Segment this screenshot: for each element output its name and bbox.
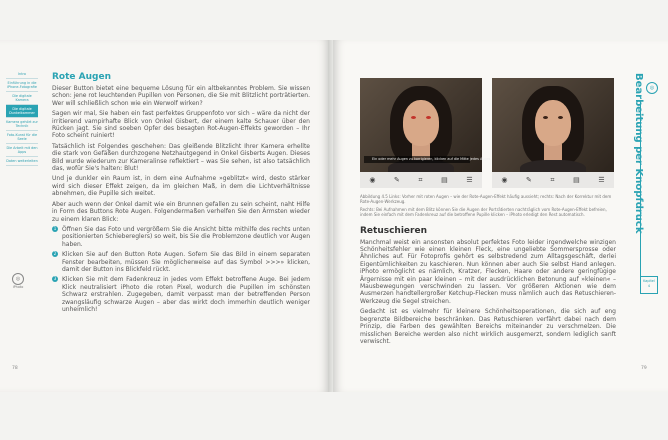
eye-right <box>558 116 563 119</box>
eye-icon[interactable]: ◉ <box>501 176 508 184</box>
photo-before-red-eye <box>360 78 492 188</box>
sidebar-item-daten: Daten weiterleiten <box>6 157 38 166</box>
adjust-icon[interactable]: ☰ <box>598 176 605 184</box>
effects-icon[interactable]: ▤ <box>573 176 580 184</box>
iphoto-icon: ◎ <box>12 273 24 285</box>
step-item <box>52 226 310 248</box>
sidebar-item-dunkelkammer: Die digitale Dunkelkammer <box>6 105 38 118</box>
page-bottom-edge <box>0 392 668 440</box>
brush-icon[interactable]: ✎ <box>394 176 400 184</box>
eye-left <box>543 116 548 119</box>
vertical-chapter-title: Bearbeitung per Knopfdruck <box>633 73 644 234</box>
chapter-label: Kapitel <box>643 279 655 283</box>
chapter-number: 4 <box>647 284 651 288</box>
photo-hint-caption: Ein oder mehr Augen zu korrigieren, klicken auf die Mitte jedes Auges. <box>364 156 470 163</box>
step-text: Klicken Sie mit dem Fadenkreuz in jedes vom Effekt betroffene Auge. Bei jedem Klick neutralisiert iPhoto die roten Pixel, wodurch die Pupillen im schönsten Schwarz erstrahlen. Zugegeben, damit verpasst man der betreffenden Person zwangsläufig schwarze Augen – aber das wirkt doch immerhin deutlich weniger unheimlich! <box>62 276 310 313</box>
paragraph: Dieser Button bietet eine bequeme Lösung für ein altbekanntes Problem. Sie wissen schon: jene rot leuchtenden Pupillen von Personen, die Sie mit Blitzlicht porträtierten. Wer will schließlich schon wie ein Werwolf wirken? <box>52 85 310 107</box>
step-text: Öffnen Sie das Foto und vergrößern Sie die Ansicht bitte mithilfe des rechts unten positionierten Schiebereglers) so weit, bis Sie die Problemzone deutlich vor Augen haben. <box>62 225 310 248</box>
step-item <box>52 276 310 313</box>
sidebar-item-foto-kunst: Foto-Kunst für die Seele <box>6 131 38 144</box>
portrait-face <box>403 100 439 146</box>
sidebar-item-apps: Die Arbeit mit den Apps <box>6 144 38 157</box>
page-number-left: 78 <box>12 366 18 371</box>
camera-icon: ◎ <box>646 82 658 94</box>
chapter-sidebar <box>6 70 38 166</box>
step-text: Klicken Sie auf den Button Rote Augen. Sofern Sie das Bild in einem separaten Fenster bearbeiten, müssen Sie möglicherweise auf das Symbol >>>» klicken, damit der Button ins Blickfeld rückt. <box>62 251 310 273</box>
step-number: 1 <box>53 225 57 231</box>
portrait-face <box>535 100 571 146</box>
paragraph: Gedacht ist es vielmehr für kleinere Schönheitsoperationen, die sich auf eng begrenzte Bildbereiche beschränken. Das Retuschieren verfährt dabei nach dem Prinzip, die Farben des gewählten Bereichs miteinander zu verschmelzen. Die misslichen Bereiche werden also nicht wirklich ausgemerzt, sondern lediglich sanft verwischt. <box>360 308 616 345</box>
right-page-body <box>360 194 616 348</box>
effects-icon[interactable]: ▤ <box>441 176 448 184</box>
sidebar-item-technik: Kamera gehört zur Technik <box>6 118 38 131</box>
left-page-body <box>52 72 310 316</box>
section-heading-retuschieren: Retuschieren <box>360 225 427 236</box>
red-eye-right <box>426 116 431 119</box>
paragraph: Aber auch wenn der Onkel damit wie ein Brunnen gefallen zu sein scheint, naht Hilfe in Form des Buttons Rote Augen. Folgendermaßen verhelfen Sie den Ärmsten wieder zu einem klaren Blick: <box>52 200 310 223</box>
right-page <box>333 40 668 392</box>
page-number-right: 79 <box>641 366 647 371</box>
iphoto-toolbar <box>492 172 614 188</box>
section-heading-rote-augen: Rote Augen <box>52 72 111 82</box>
sidebar-item-kamera: Die digitale Kamera <box>6 92 38 105</box>
eye-icon[interactable]: ◉ <box>369 176 376 184</box>
sidebar-item-einfuehrung: Einführung in die iPhone-Fotografie <box>6 79 38 92</box>
step-number: 2 <box>53 251 57 257</box>
paragraph: Und je dunkler ein Raum ist, in dem eine Aufnahme »geblitzt« wird, desto stärker wird sich dieser Effekt zeigen, da im gleichen Maß, in dem die Lichtverhältnisse abnehmen, die Pupille sich weitet. <box>52 175 310 198</box>
paragraph: Tatsächlich ist Folgendes geschehen: Das gleißende Blitzlicht Ihrer Kamera erhellte die stark von Gefäßen durchzogene Netzhautgegend in Onkel Gisberts Augen. Dieses Bild wurde wiederum zur Kameralinse reflektiert – was Sie sehen, ist also tatsächlich das, wofür Sie's halten: Blut! <box>52 142 310 173</box>
adjust-icon[interactable]: ☰ <box>466 176 473 184</box>
brush-icon[interactable]: ✎ <box>526 176 532 184</box>
paragraph: Sagen wir mal, Sie haben ein fast perfektes Gruppenfoto vor sich – wäre da nicht der irritierend vampirhafte Blick von Onkel Gisbert, der einem kalte Schauer über den Rücken jagt. Sie sind soeben Opfer des besagten Rot-Augen-Effekts geworden – Ihr Foto scheint ruiniert! <box>52 110 310 140</box>
chapter-tab <box>628 73 644 278</box>
red-eye-left <box>411 116 416 119</box>
figure-note: Rechts: Bei Aufnahmen mit dem Blitz können Sie die Augen der Porträtierten nachträglich vom Rote-Augen-Effekt befreien, indem Sie einfach mit dem Fadenkreuz auf die betroffene Pupille klicken – iPhoto erledigt den Rest automatisch. <box>360 206 607 218</box>
photo-after-red-eye <box>492 78 614 188</box>
left-page <box>0 40 330 392</box>
crop-icon[interactable]: ⌗ <box>550 175 555 184</box>
figure-caption: Abbildung 4.5 Links: Vorher mit roten Augen – wie der Rote-Augen-Effekt häufig aussieht; rechts: Nach der Korrektur mit dem Rote-Augen-Werkzeug. <box>360 194 612 205</box>
step-number: 3 <box>53 276 57 282</box>
step-item <box>52 251 310 273</box>
paragraph: Manchmal weist ein ansonsten absolut perfektes Foto leider irgendwelche winzigen Schönheitsfehler wie einen kleinen Fleck, eine ungeliebte Sommersprosse oder Ähnliches auf. Für Fotoprofis gehört es selbstredend zum Alltagsgeschäft, derlei Eigentümlichkeiten zu kaschieren. Nun können aber auch Sie selbst Hand anlegen. iPhoto ermöglicht es nämlich, Kratzer, Flecken, Haare oder andere geringfügige Ärgernisse mit ein paar kleinen – mit der ausdrücklichen Betonung auf »kleinen« – Mausbewegungen verschwinden zu lassen. Vor größeren Aktionen wie dem Ausmerzen handtellergroßer Ketchup-Flecken muss nämlich auch das Retuschieren-Werkzeug die Segel streichen. <box>360 238 616 305</box>
crop-icon[interactable]: ⌗ <box>418 175 423 184</box>
iphoto-icon-label: iPhoto <box>12 285 24 289</box>
chapter-marker <box>640 276 658 294</box>
iphoto-toolbar <box>360 172 482 188</box>
sidebar-item-intro: Intro <box>6 70 38 79</box>
